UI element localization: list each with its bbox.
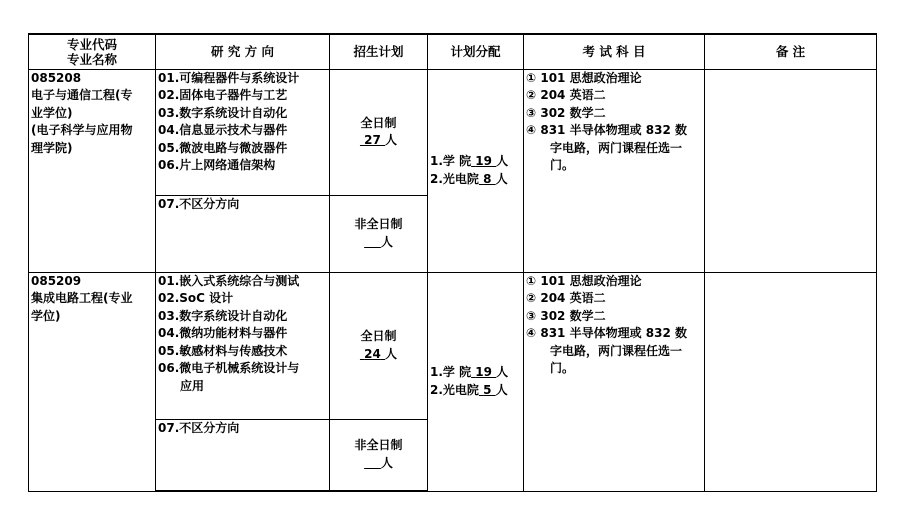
exam-item: ② 204 英语二 bbox=[526, 291, 606, 305]
remarks-cell bbox=[705, 272, 877, 491]
plan-fulltime-cell bbox=[330, 272, 428, 419]
major-name-line: 集成电路工程(专业 bbox=[31, 291, 133, 305]
direction-parttime: 07.不区分方向 bbox=[156, 419, 330, 491]
header-plan: 招生计划 bbox=[330, 34, 428, 69]
header-code-name bbox=[29, 34, 156, 69]
major-code: 085208 bbox=[31, 70, 82, 85]
direction-item: 06.片上网络通信架构 bbox=[158, 158, 276, 172]
remarks-cell bbox=[705, 69, 877, 272]
major-code-name-cell bbox=[29, 272, 156, 491]
plan-parttime-unit: 人 bbox=[380, 455, 393, 470]
major-name-line: 电子与通信工程(专 bbox=[31, 88, 133, 102]
direction-list-fulltime bbox=[156, 272, 330, 419]
plan-parttime-number bbox=[364, 456, 381, 470]
exam-cell bbox=[524, 69, 705, 272]
direction-item: 04.微纳功能材料与器件 bbox=[158, 326, 288, 340]
plan-fulltime-number: 27 bbox=[364, 133, 381, 147]
plan-parttime-number bbox=[364, 235, 381, 249]
direction-item: 02.固体电子器件与工艺 bbox=[158, 88, 288, 102]
direction-parttime: 07.不区分方向 bbox=[156, 195, 330, 272]
exam-item: ② 204 英语二 bbox=[526, 88, 606, 102]
direction-item: 06.微电子机械系统设计与 bbox=[158, 361, 300, 375]
plan-parttime-unit: 人 bbox=[380, 234, 393, 249]
distribution-item: 1.学 院 19 人 bbox=[430, 365, 509, 379]
plan-fulltime-unit: 人 bbox=[385, 133, 398, 147]
plan-fulltime-cell bbox=[330, 69, 428, 195]
header-distribution: 计划分配 bbox=[428, 34, 524, 69]
exam-item-continued: 字电路，两门课程任选一 bbox=[550, 140, 683, 155]
major-name-line: 学位) bbox=[31, 308, 61, 323]
direction-item: 02.SoC 设计 bbox=[158, 291, 234, 305]
admission-table bbox=[28, 33, 877, 492]
header-name: 专业名称 bbox=[66, 51, 117, 67]
plan-parttime-cell bbox=[330, 419, 428, 491]
plan-fulltime-label: 全日制 bbox=[360, 329, 397, 343]
exam-item: ① 101 思想政治理论 bbox=[526, 273, 642, 288]
direction-item: 05.微波电路与微波器件 bbox=[158, 140, 288, 155]
header-exam: 考 试 科 目 bbox=[524, 34, 705, 69]
distribution-item: 2.光电院 8 人 bbox=[430, 171, 508, 186]
direction-item: 01.可编程器件与系统设计 bbox=[158, 70, 300, 85]
major-code: 085209 bbox=[31, 273, 82, 288]
exam-item: ④ 831 半导体物理或 832 数 bbox=[526, 326, 687, 340]
header-direction: 研 究 方 向 bbox=[156, 34, 330, 69]
plan-fulltime-number: 24 bbox=[364, 346, 381, 361]
exam-item: ① 101 思想政治理论 bbox=[526, 70, 642, 85]
direction-item: 01.嵌入式系统综合与测试 bbox=[158, 273, 300, 288]
header-remarks: 备 注 bbox=[705, 34, 877, 69]
plan-parttime-label: 非全日制 bbox=[354, 217, 403, 231]
distribution-item: 2.光电院 5 人 bbox=[430, 382, 508, 397]
exam-item: ③ 302 数学二 bbox=[526, 105, 606, 120]
distribution-cell bbox=[428, 272, 524, 491]
exam-item: ④ 831 半导体物理或 832 数 bbox=[526, 123, 687, 137]
direction-list-fulltime bbox=[156, 69, 330, 195]
exam-item-continued: 字电路，两门课程任选一 bbox=[550, 343, 683, 358]
major-name-line: 理学院) bbox=[31, 140, 73, 155]
direction-item: 05.敏感材料与传感技术 bbox=[158, 343, 288, 358]
exam-item-continued: 门。 bbox=[550, 158, 575, 172]
header-row bbox=[29, 34, 877, 69]
direction-item: 03.数字系统设计自动化 bbox=[158, 308, 288, 323]
header-code: 专业代码 bbox=[66, 36, 117, 52]
plan-parttime-label: 非全日制 bbox=[354, 438, 403, 453]
plan-fulltime-label: 全日制 bbox=[360, 115, 397, 130]
major-code-name-cell bbox=[29, 69, 156, 272]
distribution-item: 1.学 院 19 人 bbox=[430, 154, 509, 168]
major-name-line: (电子科学与应用物 bbox=[31, 123, 133, 137]
direction-item-continued: 应用 bbox=[180, 378, 205, 393]
distribution-cell bbox=[428, 69, 524, 272]
plan-fulltime-unit: 人 bbox=[385, 346, 398, 361]
major-name-line: 业学位) bbox=[31, 105, 73, 120]
direction-item: 04.信息显示技术与器件 bbox=[158, 123, 288, 137]
major-row-085209-fulltime bbox=[29, 272, 877, 419]
exam-cell bbox=[524, 272, 705, 491]
direction-item: 03.数字系统设计自动化 bbox=[158, 105, 288, 120]
plan-parttime-cell bbox=[330, 195, 428, 272]
exam-item: ③ 302 数学二 bbox=[526, 308, 606, 323]
exam-item-continued: 门。 bbox=[550, 361, 575, 375]
major-row-085208-fulltime bbox=[29, 69, 877, 195]
